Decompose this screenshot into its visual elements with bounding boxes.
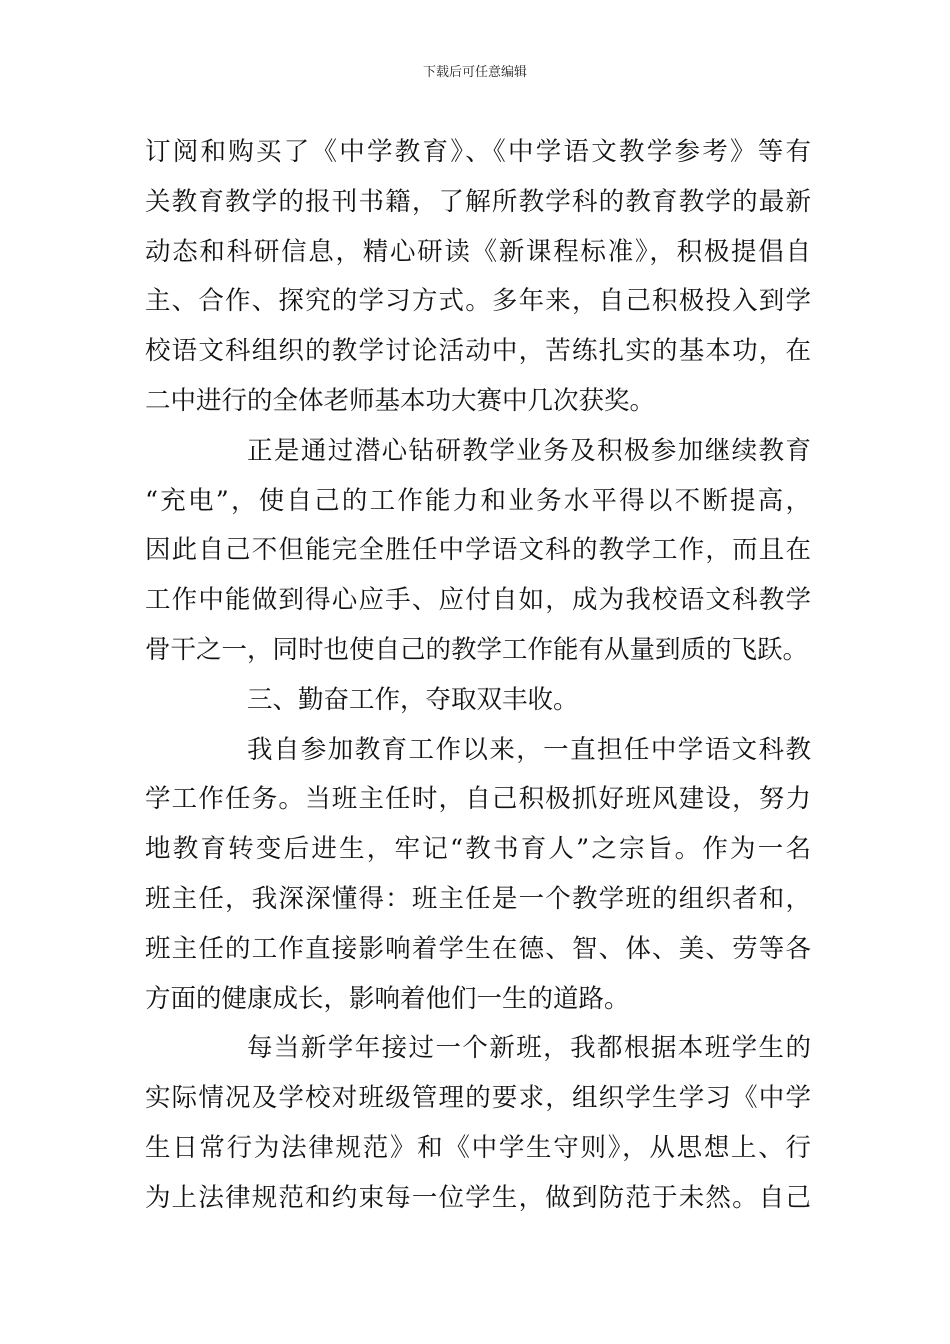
text-line: 校语文科组织的教学讨论活动中，苦练扎实的基本功，在 [145,336,811,367]
text-line: 为上法律规范和约束每一位学生，做到防范于未然。自己 [145,1182,811,1213]
text-line: 学工作任务。当班主任时，自己积极抓好班风建设，努力 [145,784,811,815]
text-line: 动态和科研信息，精心研读《新课程标准》，积极提倡自 [145,236,811,267]
text-line: 骨干之一，同时也使自己的教学工作能有从量到质的飞跃。 [145,634,809,665]
text-line: 主、合作、探究的学习方式。多年来，自己积极投入到学 [145,286,811,317]
text-line: “充电”，使自己的工作能力和业务水平得以不断提高， [145,485,811,516]
section-heading [145,676,811,726]
text-line: 三、勤奋工作，夺取双丰收。 [247,684,579,715]
paragraph [145,726,811,1025]
text-line: 二中进行的全体老师基本功大赛中几次获奖。 [145,385,656,416]
text-line: 实际情况及学校对班级管理的要求，组织学生学习《中学 [145,1083,811,1114]
text-line: 方面的健康成长，影响着他们一生的道路。 [145,983,630,1014]
text-line: 生日常行为法律规范》和《中学生守则》，从思想上、行 [145,1132,811,1163]
text-line: 地教育转变后进生，牢记“教书育人”之宗旨。作为一名 [145,834,811,865]
document-body [145,128,811,1224]
paragraph [145,1024,811,1223]
text-line: 工作中能做到得心应手、应付自如，成为我校语文科教学 [145,585,811,616]
text-line: 订阅和购买了《中学教育》、《中学语文教学参考》等有 [145,137,811,167]
text-line: 关教育教学的报刊书籍，了解所教学科的教育教学的最新 [145,186,811,217]
text-line: 班主任的工作直接影响着学生在德、智、体、美、劳等各 [145,933,811,964]
text-line: 班主任，我深深懂得：班主任是一个教学班的组织者和， [145,883,811,914]
text-line: 因此自己不但能完全胜任中学语文科的教学工作，而且在 [145,535,811,566]
text-line: 每当新学年接过一个新班，我都根据本班学生的 [247,1033,811,1064]
paragraph [145,128,811,427]
paragraph [145,427,811,676]
page-header: 下载后可任意编辑 [422,65,527,80]
text-line: 正是通过潜心钻研教学业务及积极参加继续教育 [247,435,811,466]
text-line: 我自参加教育工作以来，一直担任中学语文科教 [247,734,811,765]
